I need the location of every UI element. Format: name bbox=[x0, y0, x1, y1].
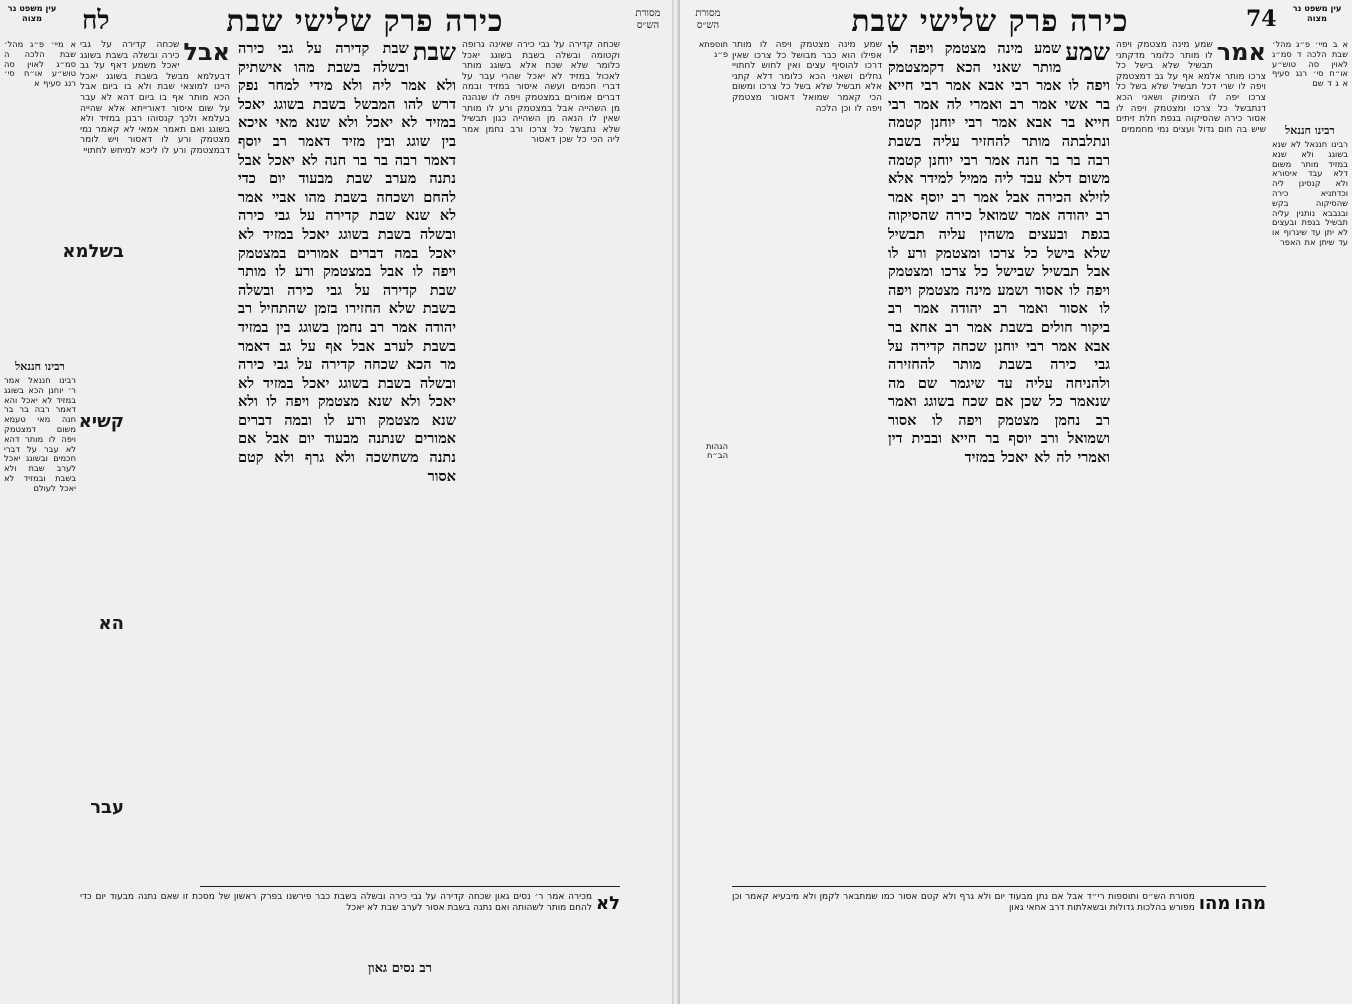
right-page bbox=[680, 0, 1352, 1004]
left-rabbeinu-column bbox=[4, 376, 76, 876]
left-folio-number: לח bbox=[82, 6, 110, 36]
right-big-word-1: אמר bbox=[1216, 38, 1266, 66]
left-footer-rule bbox=[200, 886, 620, 887]
left-big-word-4-holder bbox=[84, 612, 124, 642]
right-tosafot-column bbox=[732, 40, 882, 880]
right-tosafot-text: שמע מינה מצטמק ויפה לו מותר אפילו הוא כבר מבושל כל צרכו שאין דרכו להוסיף עצים ואין לחוש לחתויי גחלים ושאני הכא כלומר דלא קתני אלא תבשיל שלא בשל כל צרכו ומשום הכי קאמר שמואל דאסור מצטמק ויפה לו וכן הלכה bbox=[731, 40, 882, 114]
left-big-word-3-holder bbox=[78, 410, 124, 440]
left-big-word-5-holder bbox=[84, 796, 124, 826]
left-gemara-column bbox=[238, 37, 456, 860]
right-footer-text-block bbox=[732, 892, 1266, 1000]
left-footer-text-block bbox=[80, 892, 620, 956]
left-big-word-2: בשלמא bbox=[62, 241, 124, 262]
left-footer-text: מכירה אמר ר׳ נסים גאון שכחה קדירה על גבי כירה ובשלה בשבת כבר פירשנו בפרק ראשון של מסכת זו שאם נתנה מבעוד יום כדי להחם מותר לשהותה ואם נתנה בשבת אסור לערב שבת לא יאכל bbox=[80, 892, 592, 913]
left-masoret-label: מסורת הש״ס bbox=[635, 8, 661, 31]
left-big-word-5: עבר bbox=[90, 797, 124, 818]
left-tosafot-column bbox=[80, 40, 230, 880]
right-rashi-text: שמע מינה מצטמק ויפה לו מותר כלומר מדקתני תבשיל שלא בישל כל צרכו מותר אלמא אף על גב דמצטמק ויפה לו שרי דכל תבשיל שלא בשל כל צרכו יפה לו הצימוק ושאני הכא דנתבשל כל צרכו ומצטמק ויפה לו אסור כירה שהסיקוה בגפת חלת זיתים שיש בה חום גדול ועצים נמי מחממים bbox=[1116, 40, 1266, 135]
left-rabbeinu-text: רבינו חננאל אמר ר׳ יוחנן הכא בשוגג במזיד לא יאכל והא דאמר רבה בר בר חנה מאי טעמא משום דמצטמק ויפה לו מותר דהא לא עבר על דברי חכמים ובשוגג יאכל לערב שבת ולא בשבת ובמזיד לא יאכל לעולם bbox=[4, 375, 76, 493]
right-ein-mishpat-label: עין משפט נר מצוה bbox=[1292, 3, 1342, 23]
left-ein-mishpat-text: א מיי׳ פ״ג מהל׳ שבת הלכה ה סמ״ג לאוין סה טוש״ע או״ח סי׳ רנג סעיף א bbox=[4, 39, 76, 89]
right-gemara-text: שמע מינה מצטמק ויפה לו מותר שאני הכא דקמצטמק ויפה לו אמר רבי אבא אמר רבי חייא בר אשי אמר רב ואמרי לה אמר רבי חייא בר אבא אמר רבי יוחנן קטמה ונתלבתה מותר להחזיר עליה בשבת רבה בר בר חנה אמר רבי יוחנן קטמה משום דלא עבד ליה ממיל למידר אלא לזילא הכירה אבל אמר רב יוסף אמר רב יהודה אמר שמואל כירה שהסיקוה בגפת ובעצים משהין עליה תבשיל שלא בישל כל צרכו ומצטמק ורע לו אבל תבשיל שבישל כל צרכו ומצטמק ויפה לו אסור ושמע מינה מצטמק ויפה לו אסור ואמר רב יהודה אמר רב ביקור חולים בשבת אמר רב אחא בר אבא אמר רבי יוחנן שכחה קדירה על גבי כירה בשבת מותר להחזירה ולהניחה עליה עד שיגמר שם מה שנאמר כל שכן אם שכח בשוגג ואמר רב נחמן מצטמק ויפה לו אסור ושמואל ורב יוסף בר חייא ובבית דין ואמרי לה לא יאכל במזיד bbox=[888, 40, 1110, 467]
left-big-word-3: קשיא bbox=[78, 411, 124, 432]
left-footer-caption: רב נסים גאון bbox=[367, 961, 433, 976]
left-page bbox=[0, 0, 672, 1004]
right-big-word-2: מהו bbox=[1198, 893, 1231, 914]
right-footer-lead-word: מהו bbox=[1234, 893, 1266, 914]
left-running-head: כירה פרק שלישי שבת bbox=[226, 4, 504, 39]
left-rabbeinu-label: רבינו חננאל bbox=[15, 360, 65, 373]
left-ein-mishpat-label: עין משפט נר מצוה bbox=[7, 3, 57, 23]
right-footer-rule bbox=[732, 886, 1266, 887]
book-gutter bbox=[672, 0, 680, 1004]
left-rashi-text: שכחה קדירה על גבי כירה שאינה גרופה וקטומה ובשלה בשבת בשוגג יאכל כלומר שלא שכח אלא בשוגג מותר לאכול במזיד לא יאכל שהרי עבר על דברי חכמים ועשה איסור במזיד ובמה דברים אמורים במצטמק ויפה לו שנהנה מן השהייה אבל במצטמק ורע לו מותר שאין לו הנאה מן השהייה כגון תבשיל שלא נתבשל כל צרכו ורב נחמן אמר ליה הכי כל שכן דאסור bbox=[462, 40, 620, 146]
left-gemara-text: שבת קדירה על גבי כירה ובשלה בשבת מהו אישתיק ולא אמר ליה ולא מידי למחר נפק דרש להו המבשל בשבת בשוגג יאכל במזיד לא יאכל ולא שנא מאי איכא בין שוגג ובין מזיד דאמר רב יוסף דאמר רבה בר בר חנה לא יאכל אבל נתנה מערב שבת מבעוד יום כדי להחם ושכחה בשבת מהו אביי אמר לא שנא שבת קדירה על גבי כירה ובשלה בשבת בשוגג יאכל במזיד לא יאכל במה דברים אמורים במצטמק ויפה לו אבל במצטמק ורע לו מותר שבת קדירה על גבי כירה ובשלה בשבת שלא החזירו בזמן שהתחיל רב יהודה אמר רב נחמן בשוגג בין במזיד בשבת לערב אבל אף על גב דאמר מר הכא שכחה קדירה על גבי כירה ובשלה בשבת בשוגג יאכל במזיד לא יאכל ולא שנא מצטמק ויפה לו ולא שנא מצטמק ורע לו ובמה דברים אמורים שנתנה מבעוד יום אבל אם נתנה משחשכה ולא גרף ולא קטם אסור bbox=[238, 40, 456, 485]
left-footer-lead-word: לא bbox=[596, 893, 620, 914]
left-big-word-2-holder bbox=[62, 240, 124, 270]
right-rashi-column bbox=[1116, 40, 1266, 880]
right-masoret-column bbox=[684, 40, 728, 860]
right-ein-mishpat-text: א ב מיי׳ פ״ג מהל׳ שבת הלכה ד סמ״ג לאוין סה טוש״ע או״ח סי׳ רנג סעיף א ג ד שם bbox=[1272, 39, 1348, 89]
right-rabbeinu-label: רבינו חננאל bbox=[1285, 124, 1335, 137]
left-big-word-4: הא bbox=[98, 613, 124, 634]
right-gemara-column bbox=[888, 37, 1110, 860]
right-gemara-opening-word: שמע bbox=[1065, 37, 1110, 66]
right-margin-note-2: הגהות הב״ח bbox=[706, 440, 728, 461]
left-rashi-column bbox=[462, 40, 620, 880]
right-rabbeinu-text: רבינו חננאל לא שנא בשוגג ולא שנא במזיד מותר משום דלא עבד איסורא ולא קנסינן ליה וכדתניא כירה שהסיקוה בקש ובגבבא נותנין עליה תבשיל בגפת ובעצים לא יתן עד שיגרוף או עד שיתן את האפר bbox=[1272, 139, 1348, 247]
left-tosafot-text: שכחה קדירה על גבי כירה ובשלה בשבת בשוגג יאכל משמע דאף על גב דבעלמא מבשל בשבת בשוגג יאכל היינו למוצאי שבת ולא בו ביום אבל הכא מותר אף בו ביום דהא לא עבר על שום איסור דאורייתא אלא שהייה בעלמא ולכך קנסוהו רבנן במזיד ולא בשוגג ואם תאמר אמאי לא קאמר נמי מצטמק ורע לו דאסור ויש לומר דבמצטמק ורע לו ליכא למיחש לחתויי bbox=[80, 40, 230, 156]
left-big-word-1: אבל bbox=[183, 38, 230, 66]
right-ein-mishpat-column bbox=[1272, 40, 1348, 100]
left-gemara-opening-word: שבת bbox=[412, 37, 456, 66]
right-margin-note-1: תוספתא פ״ג bbox=[698, 39, 728, 59]
right-folio-number: 74 bbox=[1246, 6, 1277, 32]
right-running-head: כירה פרק שלישי שבת bbox=[851, 4, 1129, 39]
right-footer-text: מסורת הש״ס ותוספות רי״ד אבל אם נתן מבעוד יום ולא גרף ולא קטם אסור כמו שמתבאר לקמן ולא מיבעיא קאמר וכן מפורש בהלכות גדולות ובשאלתות דרב אחאי גאון bbox=[732, 892, 1195, 913]
left-masoret-column bbox=[626, 40, 668, 860]
right-rabbeinu-column bbox=[1272, 140, 1348, 880]
right-masoret-label: מסורת הש״ס bbox=[695, 8, 721, 31]
